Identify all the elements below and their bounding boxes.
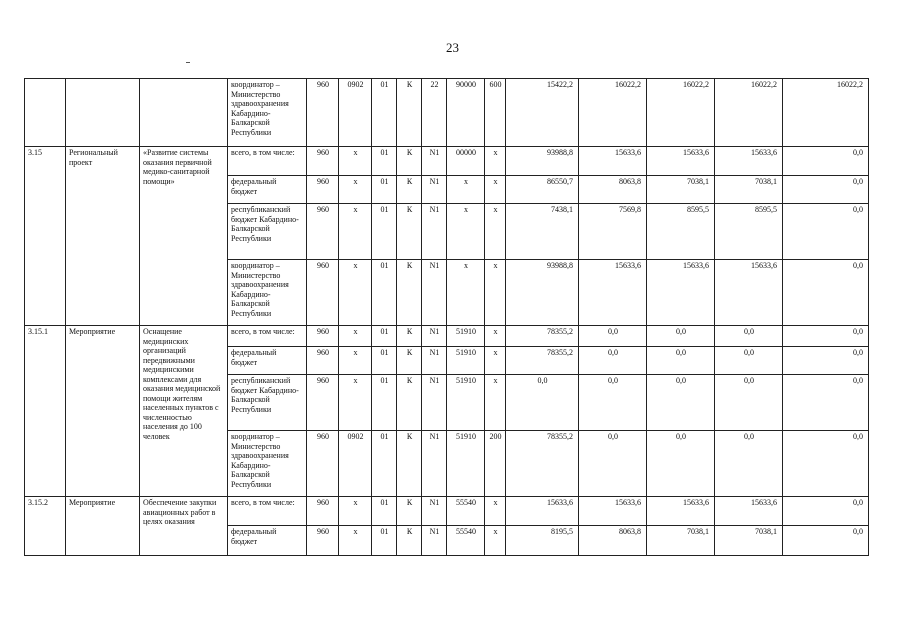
value-2: 0,0 xyxy=(579,326,647,347)
value-3: 0,0 xyxy=(647,326,715,347)
table-row xyxy=(25,497,869,526)
value-1: 78355,2 xyxy=(506,431,579,497)
rzpr-code: х xyxy=(339,147,372,176)
value-5: 0,0 xyxy=(783,147,869,176)
row-id xyxy=(25,79,66,147)
grbs-code: 960 xyxy=(307,497,339,526)
csr-code-1: 01 xyxy=(372,375,397,431)
csr-code-3: N1 xyxy=(422,431,447,497)
rzpr-code: х xyxy=(339,375,372,431)
csr-code-1: 01 xyxy=(372,347,397,375)
csr-code-4: 51910 xyxy=(447,375,485,431)
vr-code: х xyxy=(485,176,506,204)
budget-table xyxy=(24,78,869,556)
csr-code-4: х xyxy=(447,176,485,204)
csr-code-4: х xyxy=(447,260,485,326)
csr-code-4: 51910 xyxy=(447,347,485,375)
grbs-code: 960 xyxy=(307,176,339,204)
value-1: 15422,2 xyxy=(506,79,579,147)
value-2: 0,0 xyxy=(579,431,647,497)
value-5: 0,0 xyxy=(783,260,869,326)
funding-source: республиканский бюджет Кабардино-Балкарской Республики xyxy=(228,375,307,431)
csr-code-1: 01 xyxy=(372,526,397,556)
row-type: Региональный проект xyxy=(66,147,140,326)
csr-code-1: 01 xyxy=(372,431,397,497)
value-1: 8195,5 xyxy=(506,526,579,556)
csr-code-2: К xyxy=(397,431,422,497)
value-2: 15633,6 xyxy=(579,497,647,526)
csr-code-2: К xyxy=(397,375,422,431)
page-number: 23 xyxy=(446,40,459,55)
funding-source: федеральный бюджет xyxy=(228,526,307,556)
value-5: 0,0 xyxy=(783,347,869,375)
value-4: 0,0 xyxy=(715,347,783,375)
row-type: Мероприятие xyxy=(66,497,140,556)
value-1: 78355,2 xyxy=(506,347,579,375)
row-type: Мероприятие xyxy=(66,326,140,497)
value-1: 0,0 xyxy=(506,375,579,431)
csr-code-2: К xyxy=(397,326,422,347)
value-1: 93988,8 xyxy=(506,260,579,326)
value-4: 15633,6 xyxy=(715,147,783,176)
csr-code-2: К xyxy=(397,147,422,176)
csr-code-4: 90000 xyxy=(447,79,485,147)
csr-code-2: К xyxy=(397,79,422,147)
value-3: 0,0 xyxy=(647,431,715,497)
row-id: 3.15 xyxy=(25,147,66,326)
vr-code: х xyxy=(485,326,506,347)
csr-code-2: К xyxy=(397,176,422,204)
value-1: 7438,1 xyxy=(506,204,579,260)
csr-code-1: 01 xyxy=(372,204,397,260)
csr-code-2: К xyxy=(397,204,422,260)
table-row xyxy=(25,147,869,176)
grbs-code: 960 xyxy=(307,204,339,260)
grbs-code: 960 xyxy=(307,375,339,431)
value-1: 86550,7 xyxy=(506,176,579,204)
row-name xyxy=(140,79,228,147)
funding-source: федеральный бюджет xyxy=(228,347,307,375)
csr-code-4: 00000 xyxy=(447,147,485,176)
csr-code-3: 22 xyxy=(422,79,447,147)
row-id: 3.15.1 xyxy=(25,326,66,497)
value-5: 0,0 xyxy=(783,431,869,497)
csr-code-4: 51910 xyxy=(447,431,485,497)
csr-code-3: N1 xyxy=(422,176,447,204)
row-name: Обеспечение закупки авиационных работ в целях оказания xyxy=(140,497,228,556)
rzpr-code: х xyxy=(339,176,372,204)
value-1: 78355,2 xyxy=(506,326,579,347)
value-3: 15633,6 xyxy=(647,147,715,176)
vr-code: х xyxy=(485,347,506,375)
row-type xyxy=(66,79,140,147)
value-3: 7038,1 xyxy=(647,526,715,556)
grbs-code: 960 xyxy=(307,526,339,556)
value-1: 93988,8 xyxy=(506,147,579,176)
scan-mark xyxy=(186,62,190,63)
value-2: 15633,6 xyxy=(579,147,647,176)
value-3: 16022,2 xyxy=(647,79,715,147)
value-5: 0,0 xyxy=(783,326,869,347)
rzpr-code: 0902 xyxy=(339,79,372,147)
vr-code: 600 xyxy=(485,79,506,147)
csr-code-3: N1 xyxy=(422,526,447,556)
rzpr-code: х xyxy=(339,260,372,326)
vr-code: х xyxy=(485,204,506,260)
csr-code-4: х xyxy=(447,204,485,260)
value-5: 0,0 xyxy=(783,204,869,260)
funding-source: координатор – Министерство здравоохранения Кабардино-Балкарской Республики xyxy=(228,79,307,147)
rzpr-code: 0902 xyxy=(339,431,372,497)
csr-code-3: N1 xyxy=(422,497,447,526)
grbs-code: 960 xyxy=(307,79,339,147)
value-5: 0,0 xyxy=(783,526,869,556)
value-4: 15633,6 xyxy=(715,497,783,526)
rzpr-code: х xyxy=(339,497,372,526)
value-4: 7038,1 xyxy=(715,526,783,556)
funding-source: координатор – Министерство здравоохранения Кабардино-Балкарской Республики xyxy=(228,431,307,497)
value-2: 8063,8 xyxy=(579,526,647,556)
rzpr-code: х xyxy=(339,204,372,260)
value-5: 0,0 xyxy=(783,375,869,431)
grbs-code: 960 xyxy=(307,347,339,375)
value-4: 7038,1 xyxy=(715,176,783,204)
csr-code-2: К xyxy=(397,260,422,326)
value-3: 0,0 xyxy=(647,375,715,431)
value-4: 0,0 xyxy=(715,431,783,497)
rzpr-code: х xyxy=(339,526,372,556)
value-2: 0,0 xyxy=(579,375,647,431)
value-5: 0,0 xyxy=(783,497,869,526)
value-5: 16022,2 xyxy=(783,79,869,147)
csr-code-3: N1 xyxy=(422,326,447,347)
rzpr-code: х xyxy=(339,326,372,347)
value-3: 8595,5 xyxy=(647,204,715,260)
csr-code-4: 55540 xyxy=(447,526,485,556)
csr-code-4: 51910 xyxy=(447,326,485,347)
value-2: 15633,6 xyxy=(579,260,647,326)
value-3: 15633,6 xyxy=(647,260,715,326)
value-2: 16022,2 xyxy=(579,79,647,147)
csr-code-1: 01 xyxy=(372,260,397,326)
value-4: 16022,2 xyxy=(715,79,783,147)
funding-source: всего, в том числе: xyxy=(228,497,307,526)
csr-code-1: 01 xyxy=(372,326,397,347)
csr-code-2: К xyxy=(397,497,422,526)
csr-code-3: N1 xyxy=(422,204,447,260)
csr-code-4: 55540 xyxy=(447,497,485,526)
grbs-code: 960 xyxy=(307,147,339,176)
row-id: 3.15.2 xyxy=(25,497,66,556)
value-1: 15633,6 xyxy=(506,497,579,526)
table-row xyxy=(25,326,869,347)
funding-source: всего, в том числе: xyxy=(228,147,307,176)
grbs-code: 960 xyxy=(307,431,339,497)
row-name: «Развитие системы оказания первичной медико-санитарной помощи» xyxy=(140,147,228,326)
vr-code: х xyxy=(485,260,506,326)
grbs-code: 960 xyxy=(307,260,339,326)
csr-code-3: N1 xyxy=(422,375,447,431)
value-4: 15633,6 xyxy=(715,260,783,326)
csr-code-3: N1 xyxy=(422,260,447,326)
csr-code-3: N1 xyxy=(422,347,447,375)
funding-source: федеральный бюджет xyxy=(228,176,307,204)
csr-code-1: 01 xyxy=(372,497,397,526)
value-4: 0,0 xyxy=(715,375,783,431)
funding-source: всего, в том числе: xyxy=(228,326,307,347)
vr-code: х xyxy=(485,147,506,176)
value-4: 0,0 xyxy=(715,326,783,347)
csr-code-1: 01 xyxy=(372,147,397,176)
csr-code-2: К xyxy=(397,526,422,556)
grbs-code: 960 xyxy=(307,326,339,347)
value-3: 7038,1 xyxy=(647,176,715,204)
vr-code: х xyxy=(485,497,506,526)
rzpr-code: х xyxy=(339,347,372,375)
value-3: 15633,6 xyxy=(647,497,715,526)
vr-code: х xyxy=(485,526,506,556)
value-3: 0,0 xyxy=(647,347,715,375)
vr-code: 200 xyxy=(485,431,506,497)
value-5: 0,0 xyxy=(783,176,869,204)
value-4: 8595,5 xyxy=(715,204,783,260)
value-2: 0,0 xyxy=(579,347,647,375)
vr-code: х xyxy=(485,375,506,431)
csr-code-1: 01 xyxy=(372,176,397,204)
csr-code-2: К xyxy=(397,347,422,375)
row-name: Оснащение медицинских организаций передвижными медицинскими комплексами для оказания медицинской помощи жителям населенных пунктов с численностью населения до 100 человек xyxy=(140,326,228,497)
csr-code-3: N1 xyxy=(422,147,447,176)
value-2: 7569,8 xyxy=(579,204,647,260)
value-2: 8063,8 xyxy=(579,176,647,204)
table-row xyxy=(25,79,869,147)
funding-source: республиканский бюджет Кабардино-Балкарской Республики xyxy=(228,204,307,260)
funding-source: координатор – Министерство здравоохранения Кабардино-Балкарской Республики xyxy=(228,260,307,326)
csr-code-1: 01 xyxy=(372,79,397,147)
